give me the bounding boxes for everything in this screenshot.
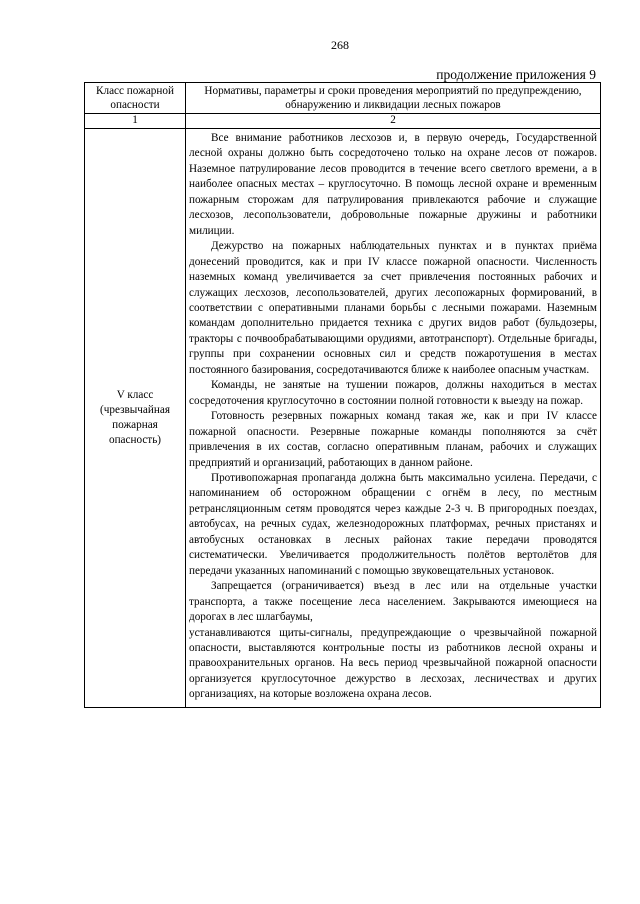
paragraph-signs: устанавливаются щиты-сигналы, предупреждающие о чрезвычайной пожарной опасности, выставляются контрольные посты из работников лесной охраны и правоохранительных органов. На весь период чрезвычайной пожарной опасности организуется круглосуточное дежурство в лесхозах, лесничествах и других организациях, на которые возложена охрана лесов. [189, 626, 597, 701]
paragraph-propaganda: Противопожарная пропаганда должна быть максимально усилена. Передачи, с напоминанием об осторожном обращении с огнём в лесу, по местным ретрансляционным сетям проводятся через каждые 2-3 ч. В пригородных поездах, автобусах, на речных судах, железнодорожных платформах, речных пристанях и автобусных остановках в лесных районах такие передачи проводятся систематически. Увеличивается продолжительность полётов вертолётов для передачи указанных напоминаний с помощью звуковещательных установок. [189, 471, 597, 577]
table-row [85, 129, 601, 708]
paragraph-reserve: Готовность резервных пожарных команд такая же, как и при IV классе пожарной опасности. Резервные пожарные команды пополняются за счёт привлечения в их состав, согласно оперативным планам, рабочих и служащих предприятий и организаций, работающих в данном районе. [189, 410, 597, 469]
header-measures: Нормативы, параметры и сроки проведения мероприятий по предупреждению, обнаружению и ликвидации лесных пожаров [186, 83, 601, 114]
measures-cell [186, 129, 601, 708]
paragraph-duty: Дежурство на пожарных наблюдательных пунктах и в пунктах приёма донесений проводится, как и при IV классе пожарной опасности. Численность наземных команд увеличивается за счет привлечения постоянных рабочих и служащих лесхозов, лесопользователей, других лесопожарных формирований, в соответствии с оперативными планами борьбы с лесными пожарами. Наземным командам дополнительно придается техника с других видов работ (бульдозеры, тракторы с почвообрабатывающими орудиями, автотранспорт). Отдельные бригады, группы при сохранении основных сил и средств пожаротушения в местах постоянного базирования, сосредотачиваются ближе к наиболее опасным участкам. [189, 240, 597, 376]
paragraph-patrol: Все внимание работников лесхозов и, в первую очередь, Государственной лесной охраны должно быть сосредоточено только на охране лесов от пожаров. Наземное патрулирование лесов проводится в течение всего светлого времени, а в наиболее опасных местах – круглосуточно. В помощь лесной охране и временным пожарным сторожам для патрулирования привлекаются рабочие и служащие лесхозов, лесопользователи, добровольные пожарные дружины и работники милиции. [189, 132, 597, 237]
page-number: 268 [331, 38, 349, 52]
appendix-continuation-label: продолжение приложения 9 [436, 67, 596, 82]
fire-class-label: V класс (чрезвычайная пожарная опасность) [85, 129, 186, 708]
paragraph-entry-ban: Запрещается (ограничивается) въезд в лес или на отдельные участки транспорта, а также посещение леса населением. Закрываются имеющиеся на дорогах в лес шлагбаумы, [189, 580, 597, 624]
column-number-2: 2 [186, 114, 601, 129]
column-number-row [85, 114, 601, 129]
table-header-row [85, 83, 601, 114]
paragraph-teams: Команды, не занятые на тушении пожаров, должны находиться в местах сосредоточения круглосуточно в состоянии полной готовности к выезду на пожар. [189, 379, 597, 407]
header-fire-class: Класс пожарной опасности [85, 83, 186, 114]
fire-danger-table [84, 82, 601, 708]
column-number-1: 1 [85, 114, 186, 129]
